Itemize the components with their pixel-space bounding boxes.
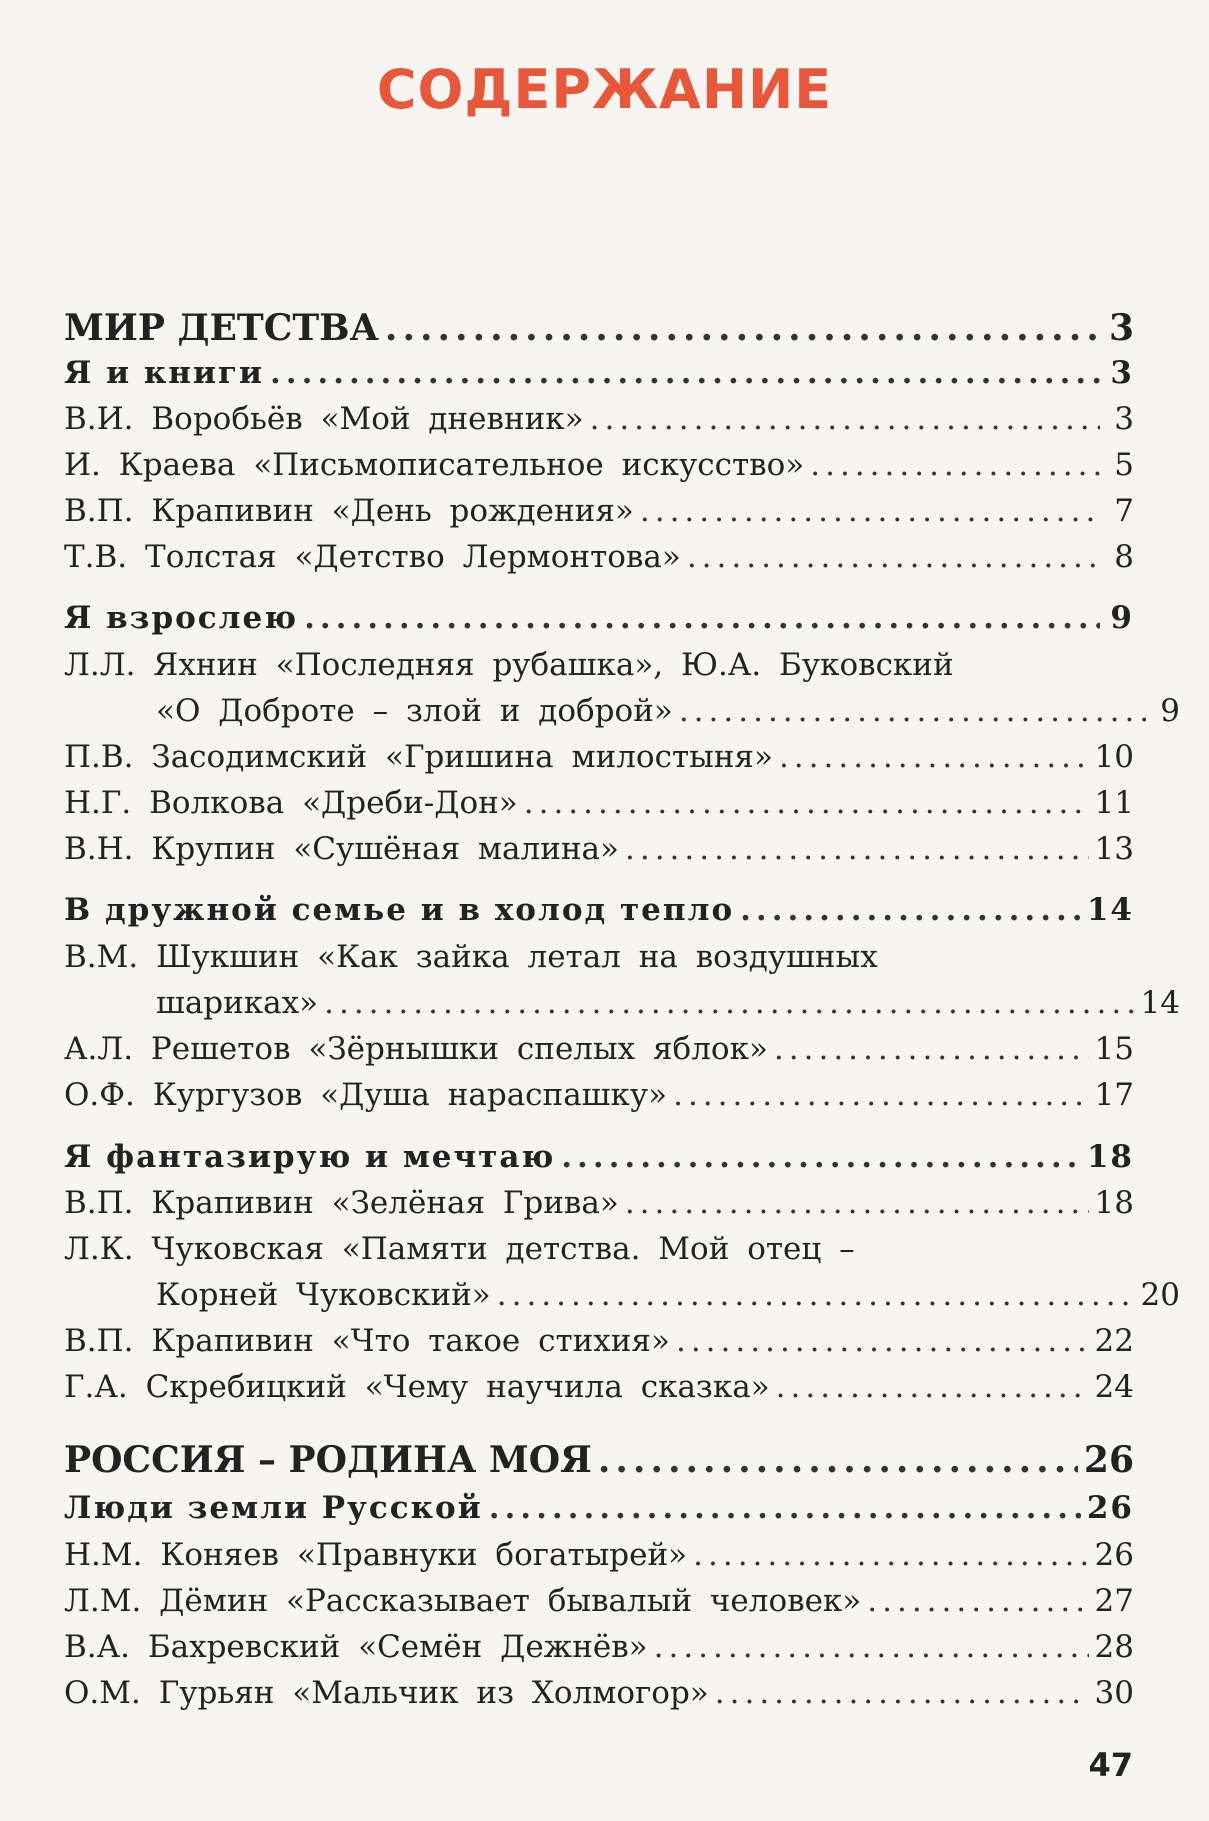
toc-entry-title: В.А. Бахревский «Семён Дежнёв» (64, 1629, 648, 1665)
toc-leader (625, 1185, 1089, 1221)
toc-leader (715, 1675, 1089, 1711)
toc-entry-page: 26 (1083, 1439, 1134, 1481)
toc-entry-title: Н.Г. Волкова «Дреби-Дон» (64, 785, 518, 821)
toc-entry-title: Т.В. Толстая «Детство Лермонтова» (64, 539, 681, 575)
toc-entry-page: 8 (1114, 539, 1134, 575)
toc-item (64, 939, 1134, 975)
toc-section (64, 1139, 1134, 1175)
toc-item (64, 785, 1134, 821)
toc-item (64, 1537, 1134, 1573)
toc-entry-title: Люди земли Русской (64, 1490, 483, 1526)
toc-entry-page: 18 (1086, 1139, 1134, 1175)
toc-entry-page: 7 (1114, 493, 1134, 529)
toc-item (64, 493, 1134, 529)
toc-leader (676, 1323, 1089, 1359)
toc-entry-title: Л.М. Дёмин «Рассказывает бывалый человек» (64, 1583, 862, 1619)
toc-entry-page: 20 (1140, 1277, 1180, 1313)
toc-entry-page: 27 (1094, 1583, 1134, 1619)
toc-leader (867, 1583, 1088, 1619)
toc-entry-page: 3 (1108, 307, 1134, 349)
toc-entry-title: В.Н. Крупин «Сушёная малина» (64, 831, 619, 867)
toc-entry-title: В.М. Шукшин «Как зайка летал на воздушных (64, 939, 878, 975)
toc-entry-page: 3 (1110, 355, 1134, 391)
toc-leader (524, 785, 1089, 821)
toc-item (64, 1077, 1134, 1113)
toc-leader (673, 1077, 1088, 1113)
toc-item-continuation (110, 1277, 1180, 1313)
toc-entry-title: И. Краева «Письмописательное искусство» (64, 447, 805, 483)
page-title: СОДЕРЖАНИЕ (376, 58, 833, 121)
toc-entry-page: 9 (1160, 693, 1180, 729)
toc-entry-page: 3 (1114, 401, 1134, 437)
toc-section (64, 355, 1134, 391)
toc-leader (679, 693, 1146, 729)
toc-leader (693, 1537, 1088, 1573)
toc-entry-title: В.П. Крапивин «День рождения» (64, 493, 634, 529)
toc-item (64, 647, 1134, 683)
page-number: 47 (1088, 1746, 1133, 1784)
toc-entry-title: Корней Чуковский» (156, 1277, 491, 1313)
toc-item (64, 739, 1134, 775)
toc-item (64, 1583, 1134, 1619)
toc-entry-title: П.В. Засодимский «Гришина милостыня» (64, 739, 773, 775)
toc-leader (779, 739, 1089, 775)
toc-leader (324, 985, 1134, 1021)
toc-entry-title: Г.А. Скребицкий «Чему научила сказка» (64, 1369, 770, 1405)
toc-entry-title: А.Л. Решетов «Зёрнышки спелых яблок» (64, 1031, 768, 1067)
toc-entry-title: «О Доброте – злой и доброй» (156, 693, 673, 729)
toc-entry-title: В.П. Крапивин «Зелёная Грива» (64, 1185, 619, 1221)
toc-entry-page: 28 (1094, 1629, 1134, 1665)
toc-part (64, 1439, 1134, 1481)
toc-leader (776, 1369, 1089, 1405)
toc-leader (385, 307, 1100, 349)
toc-entry-page: 30 (1094, 1675, 1134, 1711)
toc-entry-title: В.И. Воробьёв «Мой дневник» (64, 401, 584, 437)
toc-leader (625, 831, 1089, 867)
toc-entry-title: МИР ДЕТСТВА (64, 307, 379, 349)
toc-entry-title: Л.Л. Яхнин «Последняя рубашка», Ю.А. Буковский (64, 647, 954, 683)
toc-leader (740, 892, 1081, 928)
toc-section (64, 1490, 1134, 1526)
toc-entry-title: шариках» (156, 985, 319, 1021)
toc-entry-page: 18 (1094, 1185, 1134, 1221)
toc-item-continuation (110, 985, 1180, 1021)
toc-leader (687, 539, 1100, 575)
toc-item (64, 1031, 1134, 1067)
toc-entry-page: 15 (1094, 1031, 1134, 1067)
toc-item (64, 1185, 1134, 1221)
toc-leader (640, 493, 1100, 529)
toc-item (64, 539, 1134, 575)
toc-item (64, 447, 1134, 483)
toc-item (64, 1231, 1134, 1267)
toc-leader (598, 1439, 1078, 1481)
toc-item (64, 1369, 1134, 1405)
toc-entry-title: О.М. Гурьян «Мальчик из Холмогор» (64, 1675, 709, 1711)
toc-leader (590, 401, 1100, 437)
toc-entry-title: РОССИЯ – РОДИНА МОЯ (64, 1439, 592, 1481)
toc-entry-title: Я фантазирую и мечтаю (64, 1139, 556, 1175)
toc-entry-page: 22 (1094, 1323, 1134, 1359)
toc-entry-page: 26 (1094, 1537, 1134, 1573)
toc-entry-page: 14 (1086, 892, 1134, 928)
toc-item (64, 831, 1134, 867)
toc-leader (304, 600, 1100, 636)
toc-entry-title: Я взрослею (64, 600, 299, 636)
toc-leader (270, 355, 1100, 391)
toc-entry-title: В.П. Крапивин «Что такое стихия» (64, 1323, 670, 1359)
toc-section (64, 600, 1134, 636)
toc-item (64, 1629, 1134, 1665)
toc-leader (774, 1031, 1089, 1067)
toc-leader (489, 1490, 1081, 1526)
toc-entry-title: Н.М. Коняев «Правнуки богатырей» (64, 1537, 688, 1573)
toc-item (64, 401, 1134, 437)
toc-entry-page: 17 (1094, 1077, 1134, 1113)
toc-entry-page: 5 (1114, 447, 1134, 483)
toc-leader (497, 1277, 1135, 1313)
toc-entry-page: 9 (1110, 600, 1134, 636)
toc-entry-title: О.Ф. Кургузов «Душа нараспашку» (64, 1077, 668, 1113)
toc-entry-title: Я и книги (64, 355, 264, 391)
toc-entry-page: 13 (1094, 831, 1134, 867)
toc-item-continuation (110, 693, 1180, 729)
toc-entry-page: 11 (1094, 785, 1134, 821)
toc-entry-title: В дружной семье и в холод тепло (64, 892, 735, 928)
toc-entry-page: 10 (1094, 739, 1134, 775)
toc-section (64, 892, 1134, 928)
toc-entry-page: 24 (1094, 1369, 1134, 1405)
toc-entry-page: 14 (1140, 985, 1180, 1021)
toc-item (64, 1323, 1134, 1359)
toc-leader (810, 447, 1100, 483)
toc-leader (654, 1629, 1089, 1665)
toc-leader (561, 1139, 1081, 1175)
toc-entry-page: 26 (1086, 1490, 1134, 1526)
toc-entry-title: Л.К. Чуковская «Памяти детства. Мой отец – (64, 1231, 855, 1267)
toc-item (64, 1675, 1134, 1711)
toc-part (64, 307, 1134, 349)
